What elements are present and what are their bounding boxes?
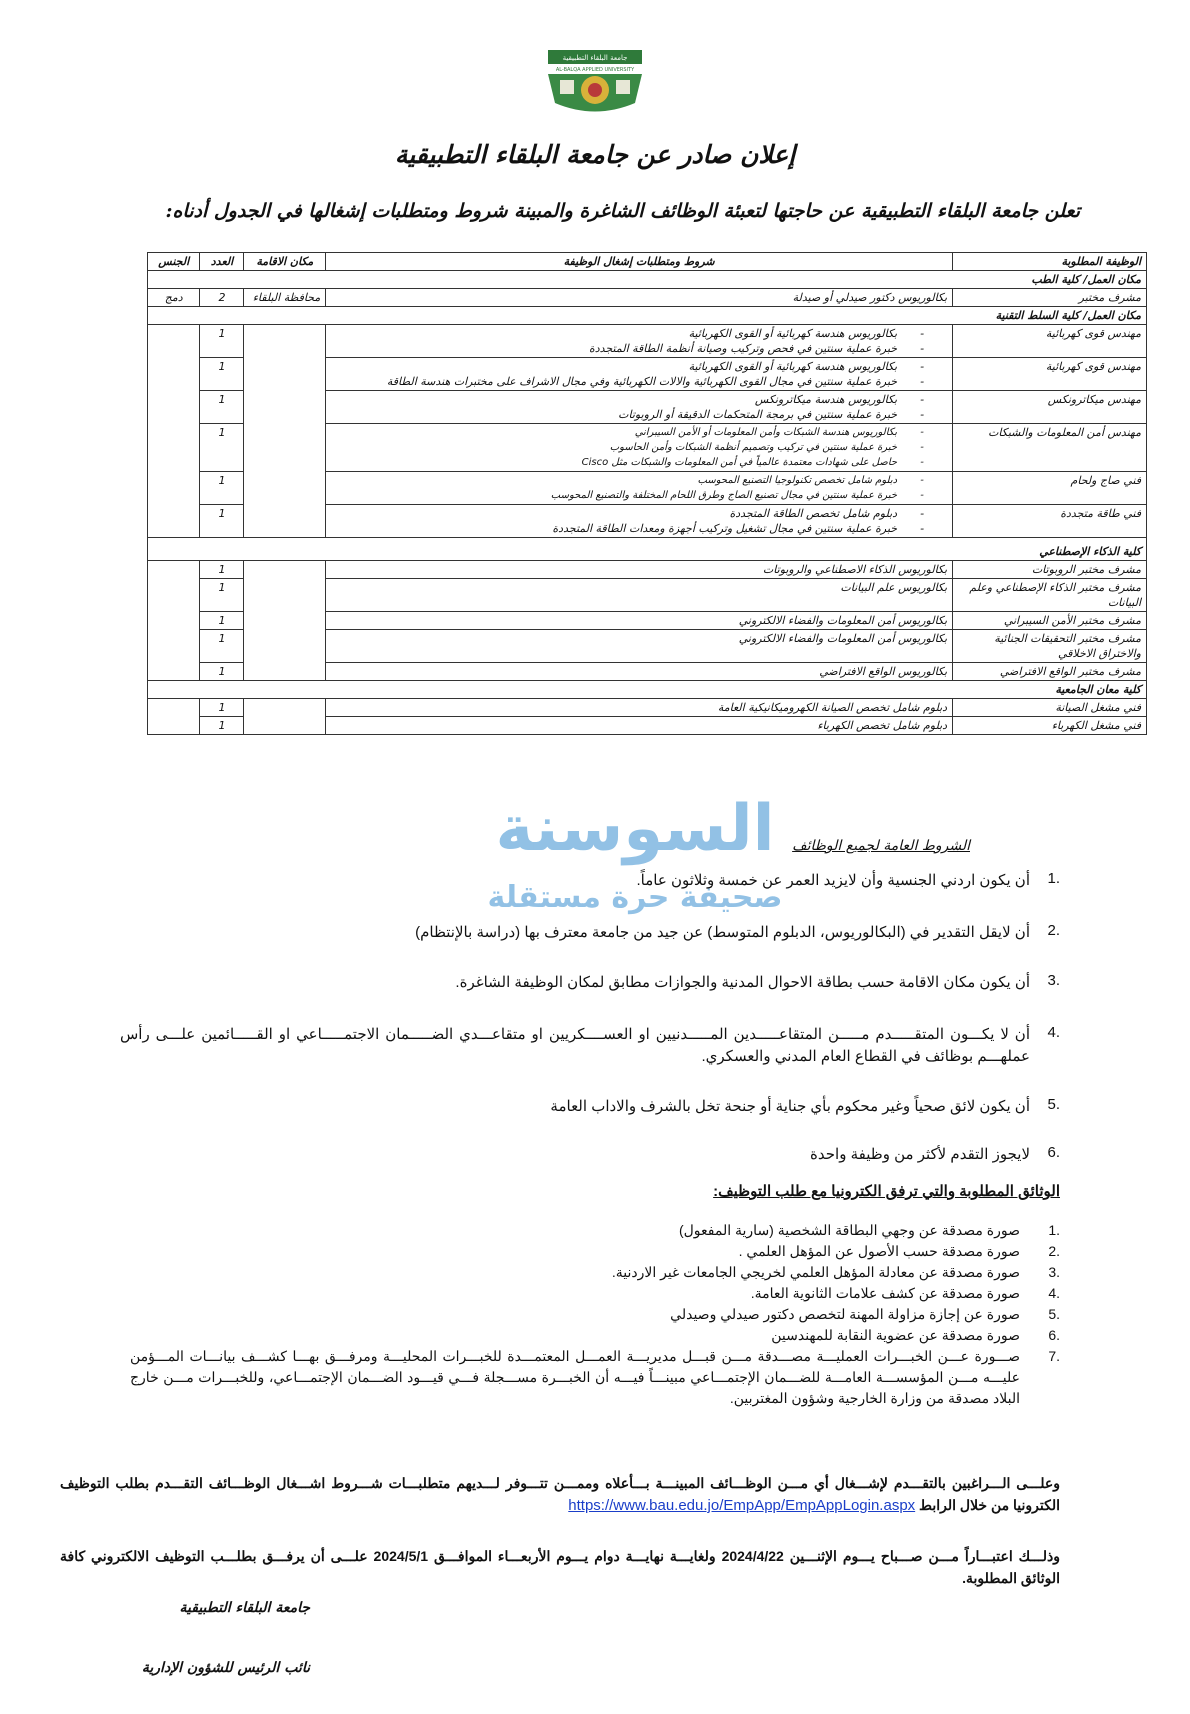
list-item [120,1096,1060,1144]
requirement-line: بكالوريوس هندسة كهربائية أو القوى الكهربائية [688,360,898,373]
job-title: فني طاقة متجددة [953,505,1147,538]
gender-cell: دمج [148,289,200,307]
watermark-title: السوسنة [495,792,775,866]
dash: - [920,360,925,373]
list-item [120,1144,1060,1174]
dash: - [920,457,924,468]
list-item [130,1283,1060,1304]
intro-text: تعلن جامعة البلقاء التطبيقية عن حاجتها لتعبئة الوظائف الشاغرة والمبينة شروط ومتطلبات إشغالها في الجدول أدناه: [165,200,1080,222]
item-number: .5 [1047,1096,1060,1113]
job-requirement: بكالوريوس أمن المعلومات والفضاء الالكتروني [326,612,953,630]
residence-cell [244,325,326,538]
requirement-line: خبرة عملية سنتين في مجال القوى الكهربائية والالات الكهربائية وفي مجال الاشراف على مختبرات هندسة الطاقة [386,375,898,388]
table-row [148,561,1147,579]
count-cell: 1 [200,561,244,579]
logo-english-text: AL-BALQA APPLIED UNIVERSITY [555,67,635,73]
table-row [148,325,1147,358]
section-row [148,681,1147,699]
job-title: مشرف مختبر الأمن السيبراني [953,612,1147,630]
list-item [120,972,1060,1024]
item-number: .3 [1047,972,1060,989]
job-requirements [326,424,953,472]
gender-cell [148,325,200,538]
dash: - [920,327,925,340]
job-title: مشرف مختبر التحقيقات الجنائية والاختراق الاخلاقي [953,630,1147,663]
section-row [148,271,1147,289]
section-row [148,538,1147,561]
dash: - [920,342,925,355]
job-requirements [326,325,953,358]
header-job: الوظيفة المطلوبة [953,253,1147,271]
requirement-line: دبلوم شامل تخصص الطاقة المتجددة [729,507,898,520]
table-row [148,289,1147,307]
dash: - [920,375,925,388]
dash: - [920,522,925,535]
item-number: .1 [1048,1222,1060,1238]
job-title: مهندس قوى كهربائية [953,358,1147,391]
logo-arabic-text: جامعة البلقاء التطبيقية [562,54,628,62]
job-title: مشرف مختبر الواقع الافتراضي [953,663,1147,681]
instructions-text: وعلـــى الـــراغبين بالتقـــدم لإشـــغال أي مـــن الوظـــائف المبينـــة بـــأعلاه وممـــن تتـــوفر لـــديهم متطلبـــات شـــروط اشـــغال الوظـــائف التقـــدم بطلب التوظيف الكترونيا من خلال الرابط [60,1475,1060,1513]
count-cell: 1 [200,424,244,472]
residence-cell: محافظة البلقاء [244,289,326,307]
job-requirement: دبلوم شامل تخصص الصيانة الكهروميكانيكية العامة [326,699,953,717]
item-number: .5 [1048,1306,1060,1322]
item-number: .7 [1048,1348,1060,1364]
residence-cell [244,561,326,681]
item-number: .1 [1047,870,1060,887]
item-number: .4 [1048,1285,1060,1301]
university-logo-icon [540,48,650,118]
watermark-subtitle: صحيفة حرة مستقلة [487,880,783,915]
page-title: إعلان صادر عن جامعة البلقاء التطبيقية [394,140,796,169]
requirement-line: خبرة عملية سنتين في مجال تشغيل وتركيب أجهزة ومعدات الطاقة المتجددة [552,522,898,535]
requirement-line: بكالوريوس هندسة ميكاترونكس [754,393,898,406]
residence-cell [244,699,326,735]
dash: - [920,442,924,453]
job-title: فني مشغل الكهرباء [953,717,1147,735]
documents-list [130,1220,1060,1409]
section-label: كلية معان الجامعية [148,681,1147,699]
item-number: .2 [1047,922,1060,939]
application-dates: وذلـــك اعتبـــاراً مـــن صـــباح يـــوم الإثنـــين 2024/4/22 ولغايـــة نهايـــة دوام يـــوم الأربعـــاء الموافـــق 2024/5/1 علـــى أن يرفـــق بطلـــب التوظيف الالكتروني كافة الوثائق المطلوبة. [60,1548,1060,1586]
section-label: كلية الذكاء الإصطناعي [148,538,1147,561]
signature-title: نائب الرئيس للشؤون الإدارية [141,1660,310,1676]
list-item [130,1241,1060,1262]
item-text: صـــورة عـــن الخبـــرات العمليـــة مصـــدقة مـــن قبـــل مديريـــة العمـــل المعتمـــدة للخبـــرات المحليـــة ومرفـــق بهـــا كشـــف بيانـــات المـــؤمن عليـــه مـــن المؤسســـة العامـــة للضـــمان الإجتمـــاعي مبينـــاً فيـــه أن الخبـــرة مســـجلة فـــي قيـــود الضـــمان الإجتمـــاعي، وللخبـــرات مـــن خارج البلاد مصدقة من وزارة الخارجية وشؤون المغتربين. [130,1348,1020,1406]
item-number: .2 [1048,1243,1060,1259]
count-cell: 1 [200,717,244,735]
job-title: مهندس أمن المعلومات والشبكات [953,424,1147,472]
list-item [120,870,1060,922]
job-requirement: بكالوريوس الذكاء الاصطناعي والروبوتات [326,561,953,579]
section-label: مكان العمل/ كلية السلط التقنية [148,307,1147,325]
count-cell: 1 [200,391,244,424]
item-number: .3 [1048,1264,1060,1280]
list-item [130,1220,1060,1241]
list-item [120,922,1060,972]
requirement-line: خبرة عملية سنتين في برمجة المتحكمات الدقيقة أو الروبوتات [618,408,898,421]
jobs-table [147,252,1147,735]
count-cell: 1 [200,505,244,538]
item-text: صورة مصدقة حسب الأصول عن المؤهل العلمي . [738,1243,1020,1259]
item-text: أن يكون لائق صحياً وغير محكوم بأي جناية أو جنحة تخل بالشرف والاداب العامة [550,1098,1030,1115]
signature-university: جامعة البلقاء التطبيقية [179,1600,310,1616]
job-requirement: دبلوم شامل تخصص الكهرباء [326,717,953,735]
count-cell: 1 [200,699,244,717]
count-cell: 1 [200,612,244,630]
list-item [130,1346,1060,1409]
item-text: صورة مصدقة عن كشف علامات الثانوية العامة. [750,1285,1020,1301]
job-requirements [326,472,953,505]
job-requirements [326,391,953,424]
requirement-line: حاصل على شهادات معتمدة عالمياً في أمن المعلومات والشبكات مثل Cisco [581,457,898,468]
job-requirement: بكالوريوس أمن المعلومات والفضاء الالكتروني [326,630,953,663]
header-requirements: شروط ومتطلبات إشغال الوظيفة [326,253,953,271]
item-text: أن لايقل التقدير في (البكالوريوس، الدبلوم المتوسط) عن جيد من جامعة معترف بها (دراسة بالإنتظام) [415,924,1030,941]
count-cell: 1 [200,325,244,358]
job-requirements [326,505,953,538]
job-requirements [326,358,953,391]
requirement-line: خبرة عملية سنتين في فحص وتركيب وصيانة أنظمة الطاقة المتجددة [589,342,898,355]
requirement-line: خبرة عملية سنتين في تركيب وتصميم أنظمة الشبكات وأمن الحاسوب [609,442,898,453]
item-text: صورة مصدقة عن معادلة المؤهل العلمي لخريجي الجامعات غير الاردنية. [611,1264,1020,1280]
job-title: مشرف مختبر [953,289,1147,307]
list-item [130,1262,1060,1283]
count-cell: 1 [200,472,244,505]
item-text: صورة مصدقة عن عضوية النقابة للمهندسين [771,1327,1020,1343]
dash: - [920,475,924,486]
dash: - [920,408,925,421]
application-link[interactable]: https://www.bau.edu.jo/EmpApp/EmpAppLogin.aspx [568,1497,916,1514]
header-count: العدد [200,253,244,271]
item-text: أن يكون مكان الاقامة حسب بطاقة الاحوال المدنية والجوازات مطابق لمكان الوظيفة الشاغرة. [455,974,1030,991]
list-item [130,1304,1060,1325]
dash: - [920,393,925,406]
job-title: مهندس ميكاترونكس [953,391,1147,424]
list-item [120,1024,1060,1096]
list-item [130,1325,1060,1346]
general-conditions-heading: الشروط العامة لجميع الوظائف [792,838,970,854]
dash: - [920,427,924,438]
count-cell: 1 [200,630,244,663]
count-cell: 1 [200,358,244,391]
item-text: لايجوز التقدم لأكثر من وظيفة واحدة [810,1146,1030,1163]
count-cell: 1 [200,663,244,681]
requirement-line: دبلوم شامل تخصص تكنولوجيا التصنيع المحوسب [697,475,898,486]
header-residence: مكان الاقامة [244,253,326,271]
job-title: فني صاج ولحام [953,472,1147,505]
job-title: مشرف مختبر الروبوتات [953,561,1147,579]
count-cell: 2 [200,289,244,307]
table-row [148,699,1147,717]
job-title: مشرف مختبر الذكاء الإصطناعي وعلم البيانات [953,579,1147,612]
dash: - [920,507,925,520]
header-gender: الجنس [148,253,200,271]
job-requirement: بكالوريوس الواقع الافتراضي [326,663,953,681]
count-cell: 1 [200,579,244,612]
job-requirement: بكالوريوس علم البيانات [326,579,953,612]
item-text: أن يكون اردني الجنسية وأن لايزيد العمر عن خمسة وثلاثون عاماً. [636,872,1030,889]
section-label: مكان العمل/ كلية الطب [148,271,1147,289]
item-number: .6 [1048,1327,1060,1343]
gender-cell [148,561,200,681]
item-text: صورة مصدقة عن وجهي البطاقة الشخصية (سارية المفعول) [678,1222,1020,1238]
gender-cell [148,699,200,735]
requirement-line: بكالوريوس هندسة الشبكات وأمن المعلومات أو الأمن السيبراني [634,427,898,438]
job-requirement: بكالوريوس دكتور صيدلي أو صيدلة [326,289,953,307]
dash: - [920,490,924,501]
conditions-list [120,870,1060,1174]
job-title: فني مشغل الصيانة [953,699,1147,717]
section-row [148,307,1147,325]
application-instructions [60,1472,1060,1517]
job-title: مهندس قوى كهربائية [953,325,1147,358]
item-text: صورة عن إجازة مزاولة المهنة لتخصص دكتور صيدلي وصيدلي [670,1306,1020,1322]
requirement-line: خبرة عملية سنتين في مجال تصنيع الصاج وطرق اللحام المختلفة والتصنيع المحوسب [550,490,898,501]
requirement-line: بكالوريوس هندسة كهربائية أو القوى الكهربائية [688,327,898,340]
required-documents-heading: الوثائق المطلوبة والتي ترفق الكترونيا مع طلب التوظيف: [713,1183,1060,1200]
item-number: .6 [1047,1144,1060,1161]
item-number: .4 [1047,1024,1060,1041]
table-header-row [148,253,1147,271]
item-text: أن لا يكـــون المتقـــــدم مـــــن المتقاعـــــدين المـــــدنيين او العســــكريين او متقاعـــدي الضـــــمان الاجتمـــــاعي او القـــــائمين علـــى رأس عملهـــم بوظائف في القطاع العام المدني والعسكري. [120,1026,1030,1065]
